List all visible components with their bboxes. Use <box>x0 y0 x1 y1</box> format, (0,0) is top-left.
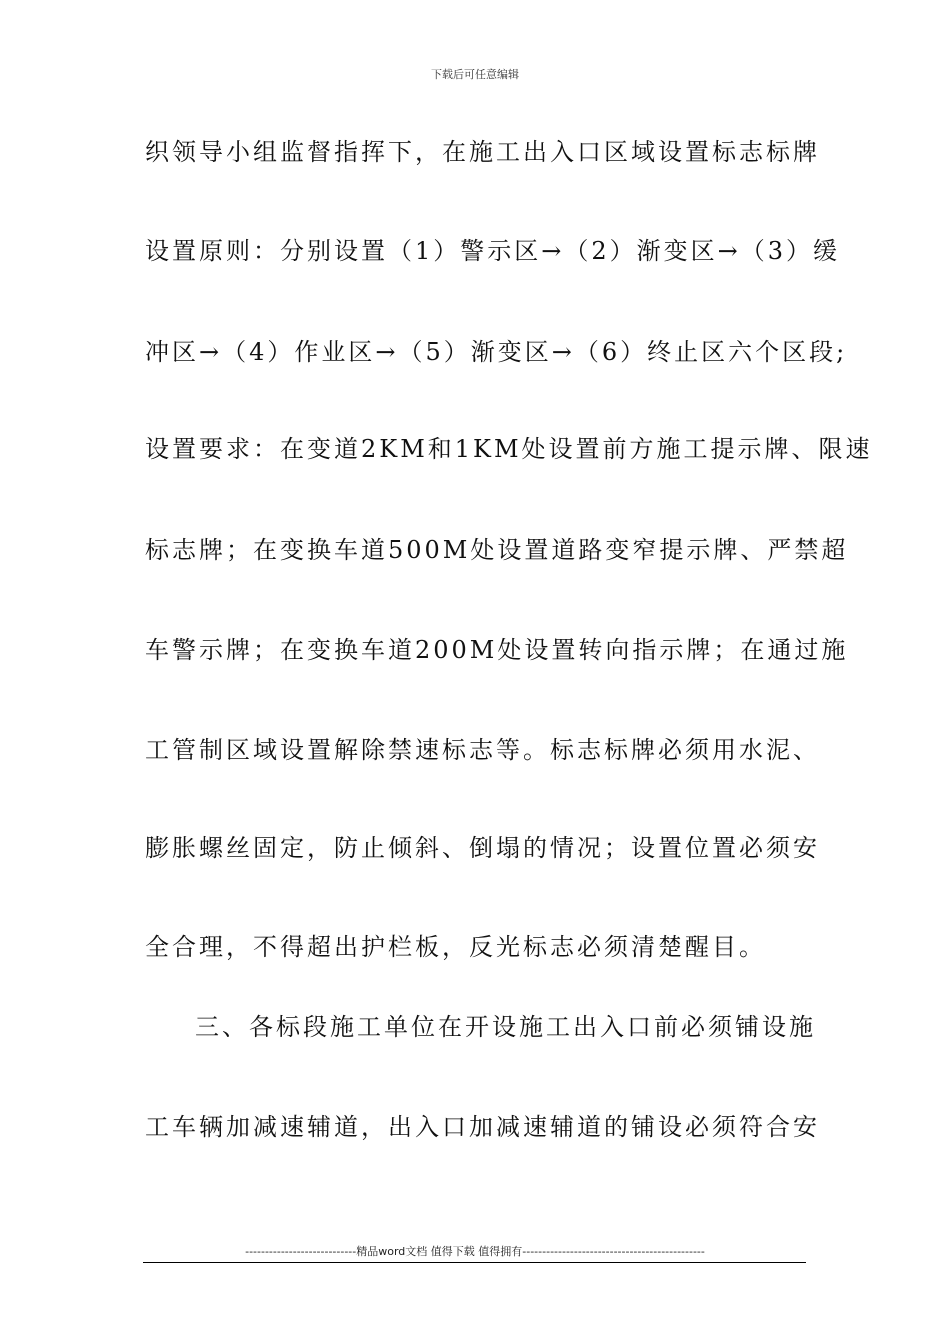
page-header: 下载后可任意编辑 <box>431 68 519 81</box>
body-line-paragraph-start: 三、各标段施工单位在开设施工出入口前必须铺设施 <box>195 1013 816 1041</box>
body-line: 设置要求：在变道2KM和1KM处设置前方施工提示牌、限速 <box>145 435 873 463</box>
body-line: 织领导小组监督指挥下，在施工出入口区域设置标志标牌 <box>145 138 820 166</box>
body-line: 标志牌；在变换车道500M处设置道路变窄提示牌、严禁超 <box>145 536 849 564</box>
body-line: 膨胀螺丝固定，防止倾斜、倒塌的情况；设置位置必须安 <box>145 834 820 862</box>
body-line: 车警示牌；在变换车道200M处设置转向指示牌；在通过施 <box>145 636 849 664</box>
page-footer: ----------------------------精品word文档 值得下载 值得拥有---------------------------------------------- <box>245 1245 705 1258</box>
footer-divider <box>143 1262 806 1263</box>
body-line: 全合理，不得超出护栏板，反光标志必须清楚醒目。 <box>145 933 766 961</box>
body-line: 冲区→（4）作业区→（5）渐变区→（6）终止区六个区段; <box>145 338 848 366</box>
body-line: 工车辆加减速辅道，出入口加减速辅道的铺设必须符合安 <box>145 1113 820 1141</box>
body-line: 工管制区域设置解除禁速标志等。标志标牌必须用水泥、 <box>145 736 820 764</box>
body-line: 设置原则：分别设置（1）警示区→（2）渐变区→（3）缓 <box>145 237 841 265</box>
